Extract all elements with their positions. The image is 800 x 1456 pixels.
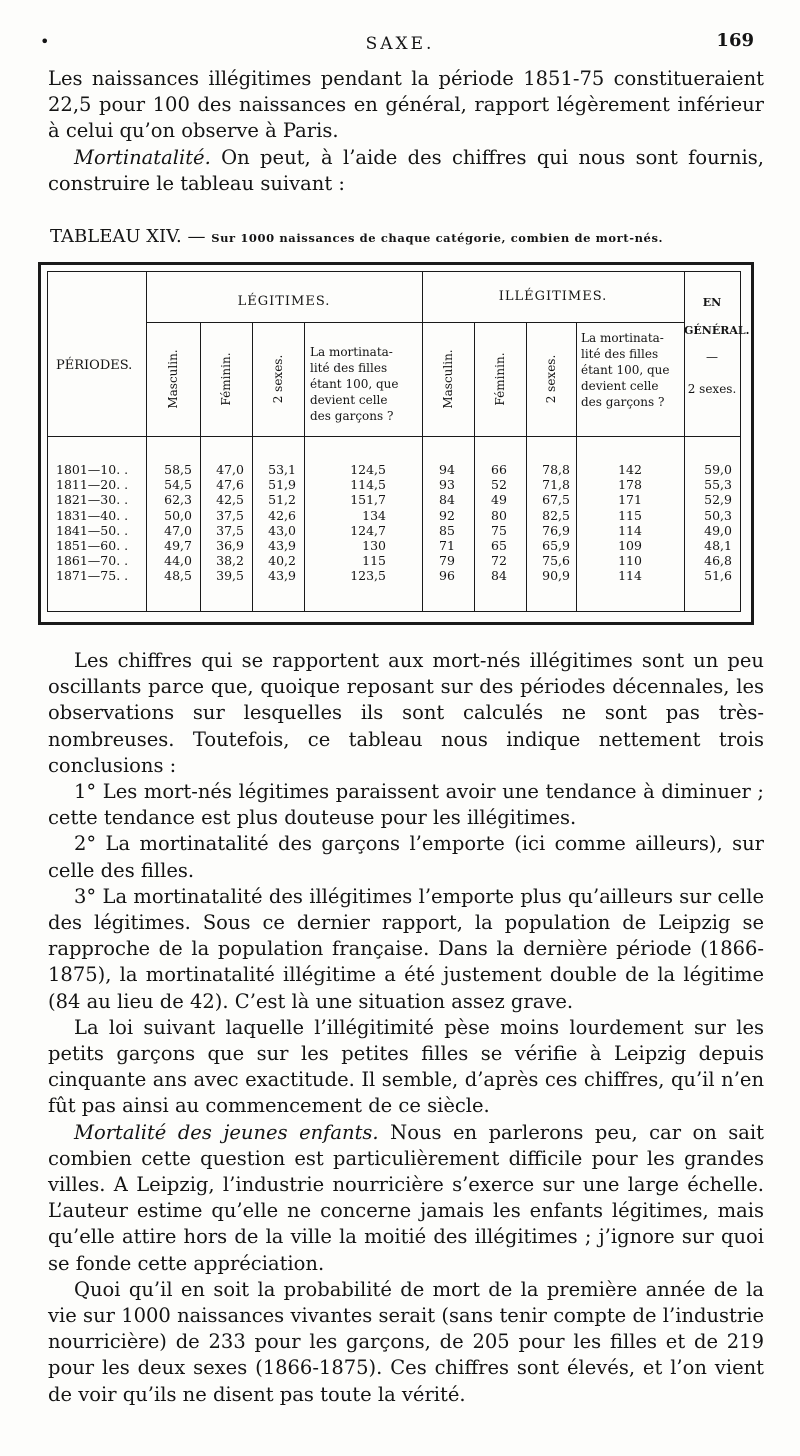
table-cell: 75,6 — [542, 553, 570, 569]
table-cell: 115 — [618, 507, 642, 523]
table-cell: 39,5 — [216, 568, 244, 584]
table-cell: 54,5 — [164, 477, 192, 493]
table-cell: 58,5 — [164, 462, 192, 477]
table-cell: 1851—60. . — [56, 537, 129, 553]
header-illegit-ratio-line: des garçons ? — [581, 395, 665, 409]
table-caption — [50, 226, 780, 247]
col-legit-2-sexes — [252, 462, 296, 584]
table-cell: 1841—50. . — [56, 522, 129, 538]
header-legit-ratio-line: devient celle — [310, 393, 388, 407]
table-cell: 71,8 — [542, 477, 570, 493]
table-cell: 114 — [618, 568, 642, 584]
intro-paragraph: Les naissances illégitimes pendant la période 1851-75 constitueraient 22,5 pour 100 des naissances en général, rapport légèrement inférieur à celui qu’on observe à Paris. — [48, 67, 764, 143]
table-cell: 62,3 — [164, 492, 192, 508]
table-cell: 123,5 — [350, 568, 386, 584]
header-general-2-sexes: 2 sexes. — [687, 382, 737, 396]
table-cell: 67,5 — [542, 492, 570, 508]
header-legit-ratio — [310, 344, 399, 424]
header-legit-ratio-line: lité des filles — [310, 361, 388, 375]
col-illegit-2-sexes — [526, 462, 570, 584]
table-cell: 1821—30. . — [56, 492, 129, 508]
header-illegit-masculin: Masculin. — [441, 349, 455, 409]
rule-h-groups — [146, 322, 684, 323]
table-cell: 1871—75. . — [56, 568, 129, 584]
body-paragraph-7: Quoi qu’il en soit la probabilité de mort de la première année de la vie sur 1000 naissances vivantes serait (sans tenir compte de l’industrie nourricière) de 233 pour les garçons, de 205 pour les filles et de 219 pour les deux sexes (1866-1875). Ces chiffres sont élevés, et l’on vient de voir qu’ils ne disent pas toute la vérité. — [48, 1277, 764, 1406]
table-cell: 53,1 — [268, 462, 296, 477]
header-legit-2-sexes: 2 sexes. — [271, 354, 285, 404]
body-paragraph-5: La loi suivant laquelle l’illégitimité pèse moins lourdement sur les petits garçons que sur les petites filles se vérifie à Leipzig depuis cinquante ans avec exactitude. Il semble, d’après ces chiffres, qu’il n’en fût pas ainsi au commencement de ce siècle. — [48, 1015, 764, 1118]
table-cell: 40,2 — [268, 553, 296, 569]
header-illegit-2-sexes: 2 sexes. — [544, 354, 558, 404]
table-cell: 47,0 — [164, 522, 192, 538]
table-cell: 51,9 — [268, 477, 296, 493]
header-periodes: PÉRIODES. — [56, 358, 133, 373]
table-cell: 44,0 — [164, 553, 192, 569]
rule-h-header — [48, 436, 740, 437]
header-illegitimes: ILLÉGITIMES. — [498, 289, 608, 304]
header-general: GÉNÉRAL. — [684, 324, 750, 337]
table-cell: 151,7 — [350, 492, 386, 508]
mortalite-heading: Mortalité des jeunes enfants. — [74, 1120, 379, 1144]
table-cell: 84 — [439, 492, 455, 508]
table-caption-label: TABLEAU XIV. — — [50, 226, 212, 247]
header-illegit-ratio-line: lité des filles — [581, 347, 659, 361]
table-cell: 76,9 — [542, 522, 570, 538]
table-cell: 134 — [362, 507, 386, 523]
table-cell: 43,9 — [268, 537, 296, 553]
header-legit-masculin: Masculin. — [166, 349, 180, 409]
header-legitimes: LÉGITIMES. — [237, 294, 331, 309]
table-cell: 1831—40. . — [56, 507, 129, 523]
header-en: EN — [702, 296, 722, 309]
table-cell: 79 — [439, 553, 455, 569]
table-cell: 80 — [491, 507, 507, 523]
table-cell: 59,0 — [704, 462, 732, 477]
header-illegit-feminin: Féminin. — [493, 352, 507, 406]
intro-section — [48, 66, 764, 197]
body-paragraph-1: Les chiffres qui se rapportent aux mort-nés illégitimes sont un peu oscillants parce que, quoique reposant sur des périodes décennales, les observations sur lesquelles ils sont calculés ne sont pas très-nombreuses. Toutefois, ce tableau nous indique nettement trois conclusions : — [48, 649, 764, 777]
body-paragraph-2: 1° Les mort-nés légitimes paraissent avoir une tendance à diminuer ; cette tendance est plus douteuse pour les illégitimes. — [48, 780, 764, 830]
table-cell: 37,5 — [216, 507, 244, 523]
table-cell: 37,5 — [216, 522, 244, 538]
table-cell: 124,7 — [350, 522, 386, 538]
header-legit-ratio-line: La mortinata- — [310, 345, 393, 359]
table-cell: 72 — [491, 553, 507, 569]
col-legit-feminin — [200, 462, 244, 584]
table-cell: 110 — [618, 553, 642, 569]
header-illegit-ratio-line: La mortinata- — [581, 331, 664, 345]
table-cell: 47,0 — [216, 462, 244, 477]
table-caption-text: Sur 1000 naissances de chaque catégorie, combien de mort-nés. — [211, 231, 664, 245]
table-cell: 65 — [491, 537, 507, 553]
table-cell: 109 — [618, 537, 642, 553]
mortalite-text: Nous en parlerons peu, car on sait combien cette question est particulièrement difficile pour les grandes villes. A Leipzig, l’industrie nourricière s’exerce sur une large échelle. L’auteur estime qu’elle ne concerne jamais les enfants légitimes, mais qu’elle attire hors de la ville la moitié des illégitimes ; j’ignore sur quoi se fonde cette appréciation. — [48, 1120, 765, 1275]
table-cell: 124,5 — [350, 462, 386, 477]
table-cell: 178 — [618, 477, 642, 493]
table-cell: 49,0 — [704, 522, 732, 538]
table-cell: 47,6 — [216, 477, 244, 493]
col-illegit-ratio — [576, 462, 684, 584]
table-cell: 142 — [618, 462, 642, 477]
body-paragraph-6 — [48, 1120, 764, 1277]
body-paragraph-4: 3° La mortinatalité des illégitimes l’emporte plus qu’ailleurs sur celle des légitimes. Sous ce dernier rapport, la population de Leipzig se rapproche de la population française. Dans la dernière période (1866-1875), la mortinatalité illégitime a été justement double de la légitime (84 au lieu de 42). C’est là une situation assez grave. — [48, 884, 764, 1013]
table-cell: 130 — [362, 537, 386, 553]
table-cell: 50,0 — [164, 507, 192, 523]
mortinatalite-heading: Mortinatalité. — [74, 145, 211, 169]
table-cell: 1801—10. . — [56, 462, 129, 477]
table-cell: 84 — [491, 568, 507, 584]
running-head-dot: • — [40, 32, 50, 51]
table-cell: 92 — [439, 507, 455, 523]
table-cell: 43,9 — [268, 568, 296, 584]
col-legit-masculin — [146, 462, 192, 584]
table-cell: 51,2 — [268, 492, 296, 508]
table-cell: 82,5 — [542, 507, 570, 523]
header-illegit-ratio-line: devient celle — [581, 379, 659, 393]
table-cell: 49 — [491, 492, 507, 508]
mortinatalite-text: On peut, à l’aide des chiffres qui nous sont fournis, construire le tableau suivant : — [48, 145, 764, 195]
table-cell: 43,0 — [268, 522, 296, 538]
table-cell: 85 — [439, 522, 455, 538]
table-cell: 115 — [362, 553, 386, 569]
table-cell: 52,9 — [704, 492, 732, 508]
table-inner-frame — [47, 271, 750, 612]
table-cell: 114,5 — [350, 477, 386, 493]
header-illegit-ratio-line: étant 100, que — [581, 363, 670, 377]
header-legit-ratio-line: étant 100, que — [310, 377, 399, 391]
table-cell: 36,9 — [216, 537, 244, 553]
table-cell: 49,7 — [164, 537, 192, 553]
body-section — [48, 648, 764, 1408]
table-cell: 48,5 — [164, 568, 192, 584]
table-cell: 55,3 — [704, 477, 732, 493]
table-cell: 171 — [618, 492, 642, 508]
header-general-dash: — — [706, 350, 718, 364]
col-illegit-feminin — [474, 462, 524, 584]
table-cell: 42,5 — [216, 492, 244, 508]
page-number: 169 — [716, 30, 754, 51]
table-cell: 78,8 — [542, 462, 570, 477]
table-cell: 48,1 — [704, 537, 732, 553]
col-general — [684, 462, 732, 584]
header-legit-ratio-line: des garçons ? — [310, 409, 394, 423]
table-cell: 66 — [491, 462, 507, 477]
table-cell: 1861—70. . — [56, 553, 129, 569]
col-illegit-masculin — [422, 462, 472, 584]
table-cell: 46,8 — [704, 553, 732, 569]
header-legit-feminin: Féminin. — [219, 352, 233, 406]
table-cell: 65,9 — [542, 537, 570, 553]
table-cell: 38,2 — [216, 553, 244, 569]
table-cell: 71 — [439, 537, 455, 553]
table-cell: 51,6 — [704, 568, 732, 584]
mortinatalite-paragraph — [48, 145, 764, 197]
table-cell: 1811—20. . — [56, 477, 129, 493]
table-cell: 50,3 — [704, 507, 732, 523]
col-periods — [56, 462, 144, 584]
header-illegit-ratio — [581, 330, 670, 410]
table-cell: 42,6 — [268, 507, 296, 523]
table-cell: 90,9 — [542, 568, 570, 584]
running-head-title: SAXE. — [365, 34, 435, 54]
mortinatalite-table — [38, 262, 754, 625]
body-paragraph-3: 2° La mortinatalité des garçons l’emporte (ici comme ailleurs), sur celle des filles. — [48, 832, 764, 882]
table-cell: 94 — [439, 462, 455, 477]
table-cell: 96 — [439, 568, 455, 584]
table-cell: 93 — [439, 477, 455, 493]
table-cell: 75 — [491, 522, 507, 538]
table-cell: 114 — [618, 522, 642, 538]
running-head — [0, 30, 800, 58]
table-cell: 52 — [491, 477, 507, 493]
col-legit-ratio — [304, 462, 386, 584]
